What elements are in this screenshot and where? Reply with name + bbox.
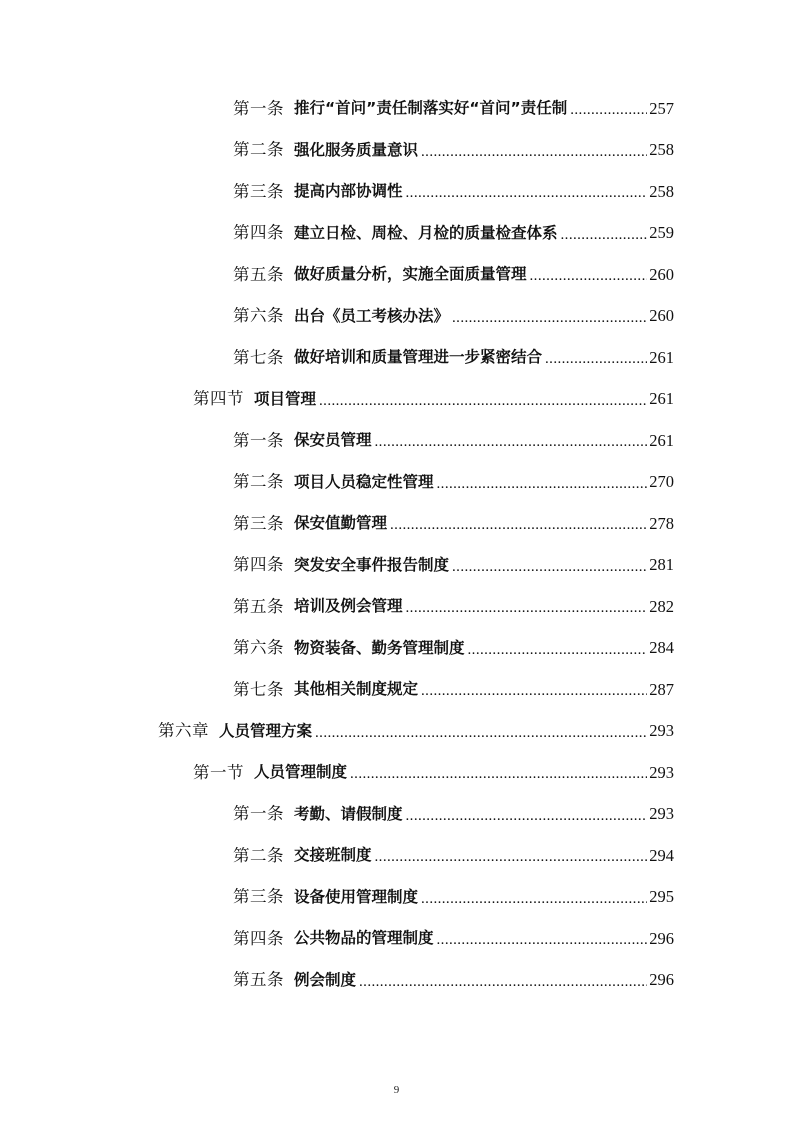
toc-entry-title: 项目人员稳定性管理 xyxy=(294,472,434,491)
toc-entry-title: 设备使用管理制度 xyxy=(294,887,419,906)
toc-entry-article[interactable] xyxy=(0,960,793,1002)
toc-entry-number: 第七条 xyxy=(233,679,284,699)
dot-leader xyxy=(359,975,647,990)
toc-entry-title: 推行“首问”责任制落实好“首问”责任制 xyxy=(294,99,568,117)
dot-leader xyxy=(530,269,648,284)
toc-entry-page: 296 xyxy=(649,928,674,948)
toc-entry-title: 做好质量分析，实施全面质量管理 xyxy=(294,265,527,283)
toc-entry-article[interactable] xyxy=(0,337,793,379)
toc-entry-article[interactable] xyxy=(0,628,793,670)
dot-leader xyxy=(390,518,647,533)
toc-entry-number: 第一条 xyxy=(233,430,284,450)
toc-entry-chapter[interactable] xyxy=(0,711,793,753)
toc-entry-number: 第五条 xyxy=(233,596,284,616)
toc-entry-title: 提高内部协调性 xyxy=(294,182,403,200)
toc-entry-article[interactable] xyxy=(0,462,793,504)
toc-entry-title: 人员管理制度 xyxy=(254,763,348,781)
dot-leader xyxy=(319,394,647,409)
toc-entry-page: 296 xyxy=(649,970,674,989)
toc-entry-number: 第三条 xyxy=(233,513,284,533)
table-of-contents xyxy=(0,88,793,1001)
toc-entry-page: 259 xyxy=(649,223,674,242)
dot-leader xyxy=(452,560,647,575)
toc-entry-number: 第四节 xyxy=(193,389,244,408)
toc-entry-title: 项目管理 xyxy=(254,389,317,408)
toc-entry-number: 第四条 xyxy=(233,928,284,948)
toc-entry-article[interactable] xyxy=(0,503,793,545)
toc-entry-number: 第五条 xyxy=(233,264,284,284)
toc-entry-page: 295 xyxy=(649,887,674,906)
toc-entry-number: 第七条 xyxy=(233,347,284,367)
toc-entry-article[interactable] xyxy=(0,254,793,296)
toc-entry-article[interactable] xyxy=(0,794,793,836)
toc-entry-article[interactable] xyxy=(0,877,793,919)
toc-entry-number: 第二条 xyxy=(233,845,284,865)
toc-entry-number: 第一条 xyxy=(233,804,284,823)
toc-entry-title: 强化服务质量意识 xyxy=(294,140,419,159)
dot-leader xyxy=(437,477,648,492)
toc-entry-article[interactable] xyxy=(0,296,793,338)
toc-entry-page: 293 xyxy=(649,762,674,782)
toc-entry-title: 交接班制度 xyxy=(294,846,372,864)
toc-entry-title: 突发安全事件报告制度 xyxy=(294,555,450,574)
dot-leader xyxy=(375,435,648,450)
toc-entry-number: 第六章 xyxy=(158,721,209,740)
toc-entry-page: 284 xyxy=(649,638,674,657)
toc-entry-page: 261 xyxy=(649,347,674,367)
dot-leader xyxy=(421,892,647,907)
page-number: 9 xyxy=(393,1084,400,1096)
toc-entry-article[interactable] xyxy=(0,171,793,213)
toc-entry-article[interactable] xyxy=(0,213,793,255)
toc-entry-number: 第二条 xyxy=(233,472,284,491)
toc-entry-page: 282 xyxy=(649,596,674,616)
toc-entry-title: 培训及例会管理 xyxy=(294,597,403,615)
toc-entry-page: 258 xyxy=(649,140,674,159)
toc-entry-article[interactable] xyxy=(0,918,793,960)
dot-leader xyxy=(561,228,648,243)
toc-entry-page: 294 xyxy=(649,845,674,865)
dot-leader xyxy=(315,726,647,741)
toc-entry-page: 261 xyxy=(649,389,674,408)
toc-entry-number: 第四条 xyxy=(233,223,284,242)
toc-entry-number: 第二条 xyxy=(233,140,284,159)
dot-leader xyxy=(350,767,647,782)
toc-entry-article[interactable] xyxy=(0,545,793,587)
toc-entry-title: 人员管理方案 xyxy=(219,721,313,740)
toc-entry-number: 第一条 xyxy=(233,98,284,118)
toc-entry-page: 293 xyxy=(649,721,674,740)
toc-entry-title: 建立日检、周检、月检的质量检查体系 xyxy=(294,223,558,242)
dot-leader xyxy=(545,352,647,367)
toc-entry-article[interactable] xyxy=(0,669,793,711)
toc-entry-number: 第一节 xyxy=(193,762,244,782)
toc-entry-page: 260 xyxy=(649,306,674,325)
toc-entry-title: 公共物品的管理制度 xyxy=(294,929,434,947)
toc-entry-title: 物资装备、勤务管理制度 xyxy=(294,638,465,657)
toc-entry-number: 第六条 xyxy=(233,638,284,657)
toc-entry-number: 第四条 xyxy=(233,555,284,574)
toc-entry-number: 第三条 xyxy=(233,181,284,201)
toc-entry-page: 261 xyxy=(649,430,674,450)
toc-entry-page: 260 xyxy=(649,264,674,284)
toc-entry-page: 278 xyxy=(649,513,674,533)
toc-entry-page: 287 xyxy=(649,679,674,699)
toc-entry-title: 例会制度 xyxy=(294,970,357,989)
toc-entry-title: 出台《员工考核办法》 xyxy=(294,306,450,325)
toc-entry-article[interactable] xyxy=(0,88,793,130)
toc-entry-page: 258 xyxy=(649,181,674,201)
toc-entry-title: 保安员管理 xyxy=(294,431,372,449)
dot-leader xyxy=(437,933,648,948)
toc-entry-article[interactable] xyxy=(0,130,793,172)
toc-entry-page: 281 xyxy=(649,555,674,574)
dot-leader xyxy=(421,684,647,699)
dot-leader xyxy=(468,643,648,658)
toc-entry-page: 270 xyxy=(649,472,674,491)
toc-entry-article[interactable] xyxy=(0,835,793,877)
toc-entry-section[interactable] xyxy=(0,379,793,421)
toc-entry-number: 第三条 xyxy=(233,887,284,906)
toc-entry-number: 第五条 xyxy=(233,970,284,989)
toc-entry-page: 293 xyxy=(649,804,674,823)
toc-entry-page: 257 xyxy=(649,98,674,118)
dot-leader xyxy=(406,601,648,616)
toc-entry-title: 其他相关制度规定 xyxy=(294,680,419,698)
toc-entry-title: 做好培训和质量管理进一步紧密结合 xyxy=(294,348,543,366)
dot-leader xyxy=(452,311,647,326)
toc-entry-article[interactable] xyxy=(0,586,793,628)
dot-leader xyxy=(375,850,648,865)
toc-entry-section[interactable] xyxy=(0,752,793,794)
dot-leader xyxy=(406,809,648,824)
toc-entry-article[interactable] xyxy=(0,420,793,462)
dot-leader xyxy=(406,186,648,201)
dot-leader xyxy=(421,145,647,160)
toc-entry-title: 考勤、请假制度 xyxy=(294,804,403,823)
toc-entry-number: 第六条 xyxy=(233,306,284,325)
dot-leader xyxy=(570,103,647,118)
toc-entry-title: 保安值勤管理 xyxy=(294,514,388,532)
